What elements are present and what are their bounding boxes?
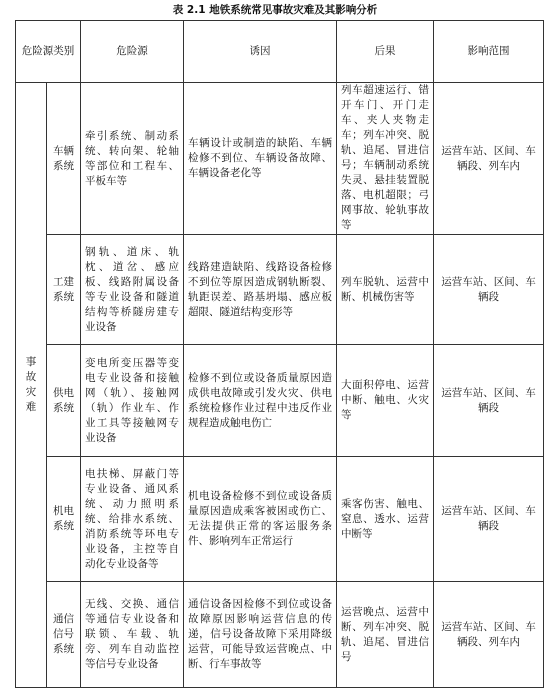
header-scope: 影响范围	[434, 21, 544, 83]
hazard-cell: 电扶梯、屏蔽门等专业设备、通风系统、动力照明系统、给排水系统、消防系统等环电专业设备，主控等自动化专业设备等	[81, 457, 184, 582]
category-cell	[16, 83, 47, 688]
system-cell: 机电系统	[47, 457, 81, 582]
system-cell: 车辆系统	[47, 83, 81, 235]
header-hazard: 危险源	[81, 21, 184, 83]
scope-cell: 运营车站、区间、车辆段	[434, 457, 544, 582]
header-consequence: 后果	[337, 21, 434, 83]
cause-cell: 通信设备因检修不到位或设备故障原因影响运营信息的传递，信号设备故障下采用降级运营，可能导致运营晚点、中断、行车事故等	[184, 582, 337, 688]
scope-cell: 运营车站、区间、车辆段、列车内	[434, 582, 544, 688]
system-cell: 供电系统	[47, 345, 81, 457]
cause-cell: 机电设备检修不到位或设备质量原因造成乘客被困或伤亡、无法提供正常的客运服务条件、影响列车正常运行	[184, 457, 337, 582]
table-row	[16, 582, 544, 688]
header-category: 危险源类别	[16, 21, 81, 83]
hazard-analysis-table	[15, 20, 544, 688]
table-row	[16, 345, 544, 457]
cause-cell: 检修不到位或设备质量原因造成供电故障或引发火灾、供电系统检修作业过程中违反作业规程造成触电伤亡	[184, 345, 337, 457]
hazard-cell: 牵引系统、制动系统、转向架、轮轴等部位和工程车、平板车等	[81, 83, 184, 235]
table-row	[16, 235, 544, 345]
scope-cell: 运营车站、区间、车辆段	[434, 345, 544, 457]
consequence-cell: 列车超速运行、错开车门、开门走车、夹人夹物走车；列车冲突、脱轨、追尾、冒进信号；车辆制动系统失灵、悬挂装置脱落、电机超限；弓网事故、轮轨事故等	[337, 83, 434, 235]
consequence-cell: 乘客伤害、触电、窒息、透水、运营中断等	[337, 457, 434, 582]
consequence-cell: 运营晚点、运营中断、列车冲突、脱轨、追尾、冒进信号	[337, 582, 434, 688]
table-row	[16, 83, 544, 235]
scope-cell: 运营车站、区间、车辆段	[434, 235, 544, 345]
table-row	[16, 457, 544, 582]
scope-cell: 运营车站、区间、车辆段、列车内	[434, 83, 544, 235]
hazard-cell: 钢轨、道床、轨枕、道岔、感应板、线路附属设备等专业设备和隧道结构等桥隧房建专业设备	[81, 235, 184, 345]
system-cell: 通信信号系统	[47, 582, 81, 688]
category-label: 事故灾难	[25, 356, 37, 413]
consequence-cell: 大面积停电、运营中断、触电、火灾等	[337, 345, 434, 457]
consequence-cell: 列车脱轨、运营中断、机械伤害等	[337, 235, 434, 345]
header-cause: 诱因	[184, 21, 337, 83]
table-caption: 表 2.1 地铁系统常见事故灾难及其影响分析	[172, 4, 378, 16]
cause-cell: 车辆设计或制造的缺陷、车辆检修不到位、车辆设备故障、车辆设备老化等	[184, 83, 337, 235]
hazard-cell: 变电所变压器等变电专业设备和接触网（轨）、接触网（轨）作业车、作业工具等接触网专业设备	[81, 345, 184, 457]
cause-cell: 线路建造缺陷、线路设备检修不到位等原因造成钢轨断裂、轨距误差、路基坍塌、感应板超限、隧道结构变形等	[184, 235, 337, 345]
system-cell: 工建系统	[47, 235, 81, 345]
table-header-row	[16, 21, 544, 83]
hazard-cell: 无线、交换、通信等通信专业设备和联锁、车载、轨旁、列车自动监控等信号专业设备	[81, 582, 184, 688]
